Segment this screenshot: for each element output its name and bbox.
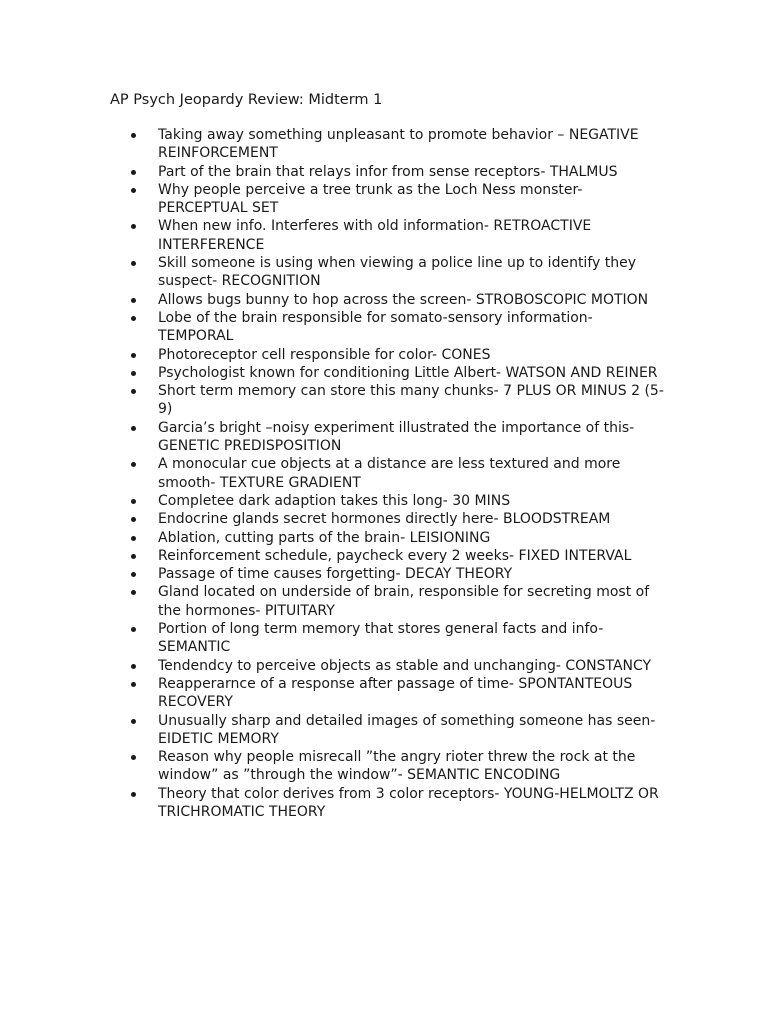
review-list [128,126,668,821]
list-item-text: Gland located on underside of brain, responsible for secreting most of the hormones- PITUITARY [158,584,650,619]
list-item-text: Ablation, cutting parts of the brain- LEISIONING [158,529,491,546]
bullet-icon [131,371,136,376]
bullet-icon [131,572,136,577]
bullet-icon [131,316,136,321]
list-item [128,657,668,675]
list-item [128,126,668,163]
bullet-icon [131,664,136,669]
list-item [128,492,668,510]
list-item-text: Endocrine glands secret hormones directly here- BLOODSTREAM [158,511,611,528]
bullet-icon [131,389,136,394]
page-title: AP Psych Jeopardy Review: Midterm 1 [110,92,383,108]
list-item [128,364,668,382]
bullet-icon [131,133,136,138]
list-item [128,510,668,528]
bullet-icon [131,462,136,467]
list-item-text: Psychologist known for conditioning Little Albert- WATSON AND REINER [158,364,658,381]
list-item-text: Taking away something unpleasant to promote behavior – NEGATIVE REINFORCEMENT [158,127,639,162]
list-item-text: Part of the brain that relays infor from sense receptors- THALMUS [158,163,618,180]
bullet-icon [131,682,136,687]
list-item-text: Allows bugs bunny to hop across the screen- STROBOSCOPIC MOTION [158,291,649,308]
bullet-icon [131,719,136,724]
list-item [128,419,668,456]
list-item-text: Theory that color derives from 3 color receptors- YOUNG-HELMOLTZ OR TRICHROMATIC THEORY [158,785,659,820]
list-item [128,181,668,218]
list-item-text: Skill someone is using when viewing a police line up to identify they suspect- RECOGNITION [158,255,636,290]
list-item-text: When new info. Interferes with old information- RETROACTIVE INTERFERENCE [158,218,592,253]
list-item-text: Reinforcement schedule, paycheck every 2 weeks- FIXED INTERVAL [158,547,632,564]
list-item-text: Reason why people misrecall ”the angry rioter threw the rock at the window” as ”through the window”- SEMANTIC ENCODING [158,749,636,784]
bullet-icon [131,298,136,303]
list-item-text: Portion of long term memory that stores general facts and info- SEMANTIC [158,621,604,656]
list-item-text: Unusually sharp and detailed images of something someone has seen- EIDETIC MEMORY [158,712,656,747]
list-item [128,565,668,583]
bullet-icon [131,499,136,504]
bullet-icon [131,170,136,175]
list-item [128,583,668,620]
list-item-text: Photoreceptor cell responsible for color- CONES [158,346,491,363]
list-item [128,382,668,419]
list-item [128,309,668,346]
bullet-icon [131,426,136,431]
list-item [128,163,668,181]
list-item-text: Tendendcy to perceive objects as stable and unchanging- CONSTANCY [158,657,652,674]
list-item [128,455,668,492]
bullet-icon [131,554,136,559]
list-item-text: Lobe of the brain responsible for somato-sensory information- TEMPORAL [158,309,593,345]
list-item [128,547,668,565]
list-item [128,291,668,309]
list-item [128,785,668,822]
list-item-text: Reapperarnce of a response after passage of time- SPONTANTEOUS RECOVERY [158,675,633,711]
list-item-text: Passage of time causes forgetting- DECAY THEORY [158,566,513,583]
list-item [128,217,668,254]
bullet-icon [131,353,136,358]
list-item [128,748,668,785]
bullet-icon [131,627,136,632]
list-item-text: A monocular cue objects at a distance are less textured and more smooth- TEXTURE GRADIENT [158,456,621,491]
bullet-icon [131,792,136,797]
list-item [128,675,668,712]
list-item [128,346,668,364]
list-item [128,254,668,291]
bullet-icon [131,188,136,193]
list-item [128,712,668,749]
bullet-icon [131,755,136,760]
bullet-icon [131,224,136,229]
list-item-text: Garcia’s bright –noisy experiment illustrated the importance of this- GENETIC PREDISPOSITION [158,419,635,455]
bullet-icon [131,517,136,522]
list-item-text: Why people perceive a tree trunk as the Loch Ness monster- PERCEPTUAL SET [158,181,583,217]
list-item-text: Completee dark adaption takes this long- 30 MINS [158,492,511,509]
list-item-text: Short term memory can store this many chunks- 7 PLUS OR MINUS 2 (5-9) [158,383,664,418]
bullet-icon [131,590,136,595]
list-item [128,529,668,547]
bullet-icon [131,536,136,541]
list-item [128,620,668,657]
bullet-icon [131,261,136,266]
